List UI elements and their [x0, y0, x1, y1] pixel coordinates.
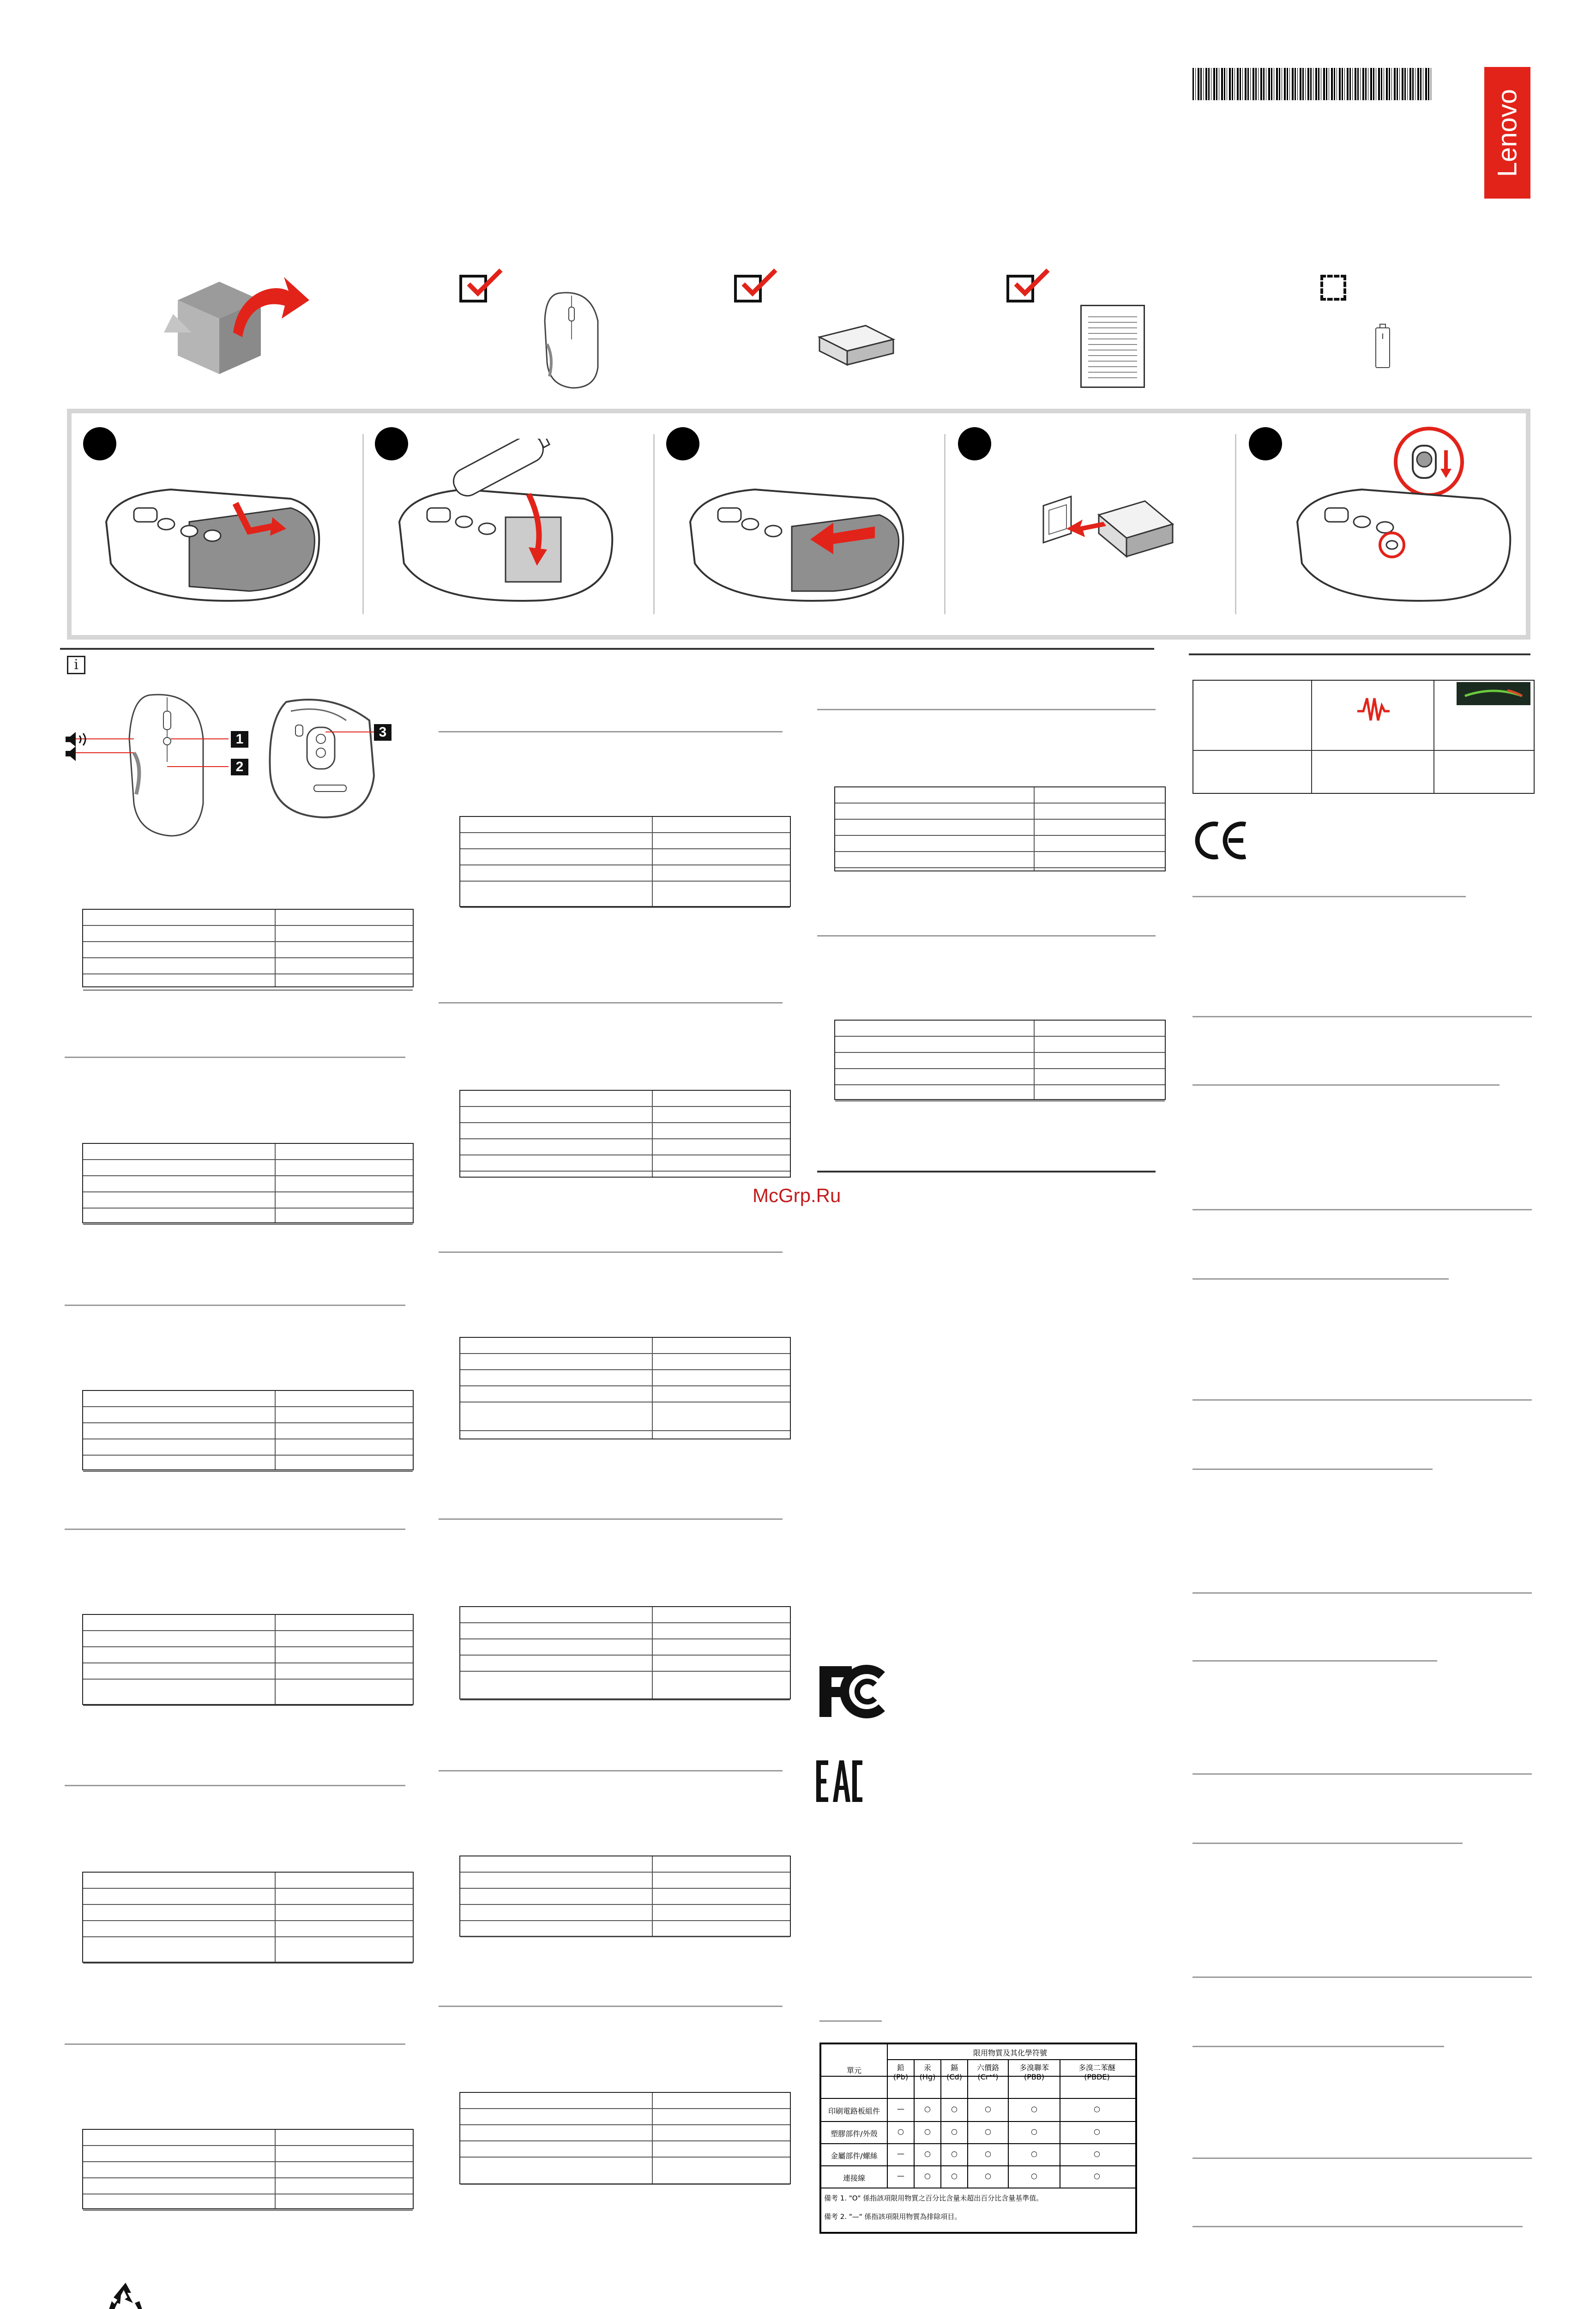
section-divider	[65, 2043, 405, 2045]
section-divider	[1192, 1660, 1437, 1662]
section-divider	[817, 935, 1156, 937]
usb-receiver-icon	[815, 319, 898, 369]
spec-table	[834, 1020, 1166, 1100]
step-1-badge	[83, 427, 116, 460]
section-divider	[65, 1529, 405, 1530]
section-divider	[1192, 1278, 1449, 1280]
section-divider	[1192, 1084, 1500, 1086]
checkmark-icon	[741, 268, 778, 300]
section-divider	[439, 1770, 783, 1771]
section-divider	[1192, 1843, 1463, 1844]
section-divider	[1192, 1016, 1532, 1017]
spec-table	[82, 1614, 414, 1705]
section-divider	[817, 1171, 1156, 1173]
info-icon: i	[67, 656, 85, 674]
volume-down-icon	[65, 745, 83, 762]
rohs-cell: ○	[1031, 2127, 1037, 2136]
rohs-cell: ○	[897, 2127, 904, 2136]
signal-strength-gauge	[1457, 682, 1530, 705]
section-divider	[1192, 1773, 1532, 1775]
rohs-cell: ○	[1094, 2171, 1100, 2180]
rohs-cell: ○	[924, 2104, 931, 2113]
battery-icon	[1373, 323, 1392, 369]
section-divider	[1192, 2158, 1532, 2159]
section-divider	[1192, 1592, 1532, 1594]
checkmark-icon	[1013, 268, 1050, 300]
callout-1: 1	[231, 731, 248, 748]
lenovo-logo	[1484, 67, 1530, 199]
mouse-overview-bottom-illustration	[263, 693, 397, 822]
fcc-logo	[817, 1664, 886, 1719]
rohs-substance-header: 多溴二苯醚 (PBDE)	[1078, 2063, 1115, 2081]
open-box-icon	[164, 263, 312, 383]
section-divider	[439, 731, 783, 732]
rohs-cell: ○	[1031, 2149, 1037, 2158]
ce-mark	[1192, 820, 1250, 861]
spec-table	[459, 1090, 791, 1178]
checkmark-icon	[466, 268, 503, 300]
section-divider	[1192, 2046, 1444, 2047]
rohs-cell: ○	[951, 2104, 958, 2113]
section-divider	[65, 1785, 405, 1786]
section-divider	[1192, 1469, 1433, 1470]
rohs-cell: ○	[951, 2171, 958, 2180]
step-4-badge	[958, 427, 991, 460]
rohs-cell: ○	[1094, 2104, 1100, 2113]
step-3-replace-cover-illustration	[681, 471, 912, 610]
restricted-substances-table	[819, 2043, 1137, 2234]
section-divider	[1189, 653, 1530, 655]
rohs-cell: ○	[1031, 2171, 1037, 2180]
rohs-cell: ○	[1094, 2149, 1100, 2158]
rohs-substance-header: 鉛 (Pb)	[893, 2063, 909, 2081]
rohs-cell: ○	[985, 2171, 991, 2180]
rohs-cell: —	[897, 2149, 904, 2158]
spec-table	[834, 786, 1166, 871]
manual-document-icon	[1080, 305, 1145, 388]
step-4-plug-receiver-illustration	[1039, 483, 1177, 589]
section-divider	[65, 1057, 405, 1058]
rohs-note-1: 備考 1. "O" 係指該項限用物質之百分比含量未超出百分比含量基準值。	[824, 2194, 1043, 2202]
watermark-text: McGrp.Ru	[753, 1185, 841, 1206]
section-divider	[819, 2020, 882, 2022]
spec-table	[459, 1856, 791, 1937]
step-5-badge	[1249, 427, 1282, 460]
rohs-cell: ○	[1094, 2127, 1100, 2136]
spec-table	[82, 1143, 414, 1223]
rohs-cell: ○	[951, 2127, 958, 2136]
rohs-unit-header: 單元	[846, 2066, 861, 2075]
lenovo-logo-text: Lenovo	[1492, 89, 1523, 177]
rohs-cell: ○	[985, 2104, 991, 2113]
spec-table	[82, 2129, 414, 2209]
rohs-row-unit: 連接線	[843, 2174, 865, 2182]
step-3-badge	[666, 427, 699, 460]
spec-table	[82, 1390, 414, 1470]
rohs-substance-header: 汞 (Hg)	[919, 2063, 936, 2081]
rohs-substance-header: 多溴聯苯 (PBB)	[1019, 2063, 1049, 2081]
rohs-cell: ○	[951, 2149, 958, 2158]
rohs-row-unit: 金屬部件/螺絲	[831, 2152, 878, 2160]
step-1-remove-cover-illustration	[97, 471, 328, 610]
eac-mark	[816, 1760, 862, 1802]
rohs-note-2: 備考 2. "—" 係指該項限用物質為排除項目。	[824, 2212, 962, 2221]
spec-table	[82, 909, 414, 987]
spec-table	[459, 1606, 791, 1699]
rohs-substance-header: 六價鉻 (Cr⁺⁶)	[976, 2063, 999, 2081]
frequency-wave-icon	[1355, 693, 1392, 725]
mouse-top-icon	[540, 289, 605, 390]
section-divider	[1192, 2226, 1523, 2227]
rohs-cell: ○	[985, 2149, 991, 2158]
section-divider	[1192, 896, 1466, 897]
dashed-box-icon	[1320, 275, 1346, 301]
rohs-group-header: 限用物質及其化學符號	[973, 2049, 1047, 2057]
rohs-cell: ○	[1031, 2104, 1037, 2113]
section-divider	[817, 709, 1156, 710]
section-divider	[60, 648, 1154, 650]
rohs-row-unit: 印刷電路板組件	[828, 2107, 880, 2116]
rohs-cell: —	[897, 2104, 904, 2113]
section-divider	[1192, 1209, 1532, 1210]
spec-table	[459, 816, 791, 907]
callout-3: 3	[374, 724, 391, 741]
rohs-cell: ○	[924, 2171, 931, 2180]
section-divider	[439, 1518, 783, 1520]
rohs-cell: ○	[985, 2127, 991, 2136]
rohs-cell: ○	[924, 2127, 931, 2136]
step-2-insert-battery-illustration	[390, 439, 621, 610]
spec-table	[459, 1337, 791, 1439]
section-divider	[439, 2006, 783, 2007]
section-divider	[1192, 1399, 1532, 1401]
step-5-power-switch-illustration	[1288, 425, 1528, 619]
rohs-cell: ○	[924, 2149, 931, 2158]
section-divider	[1192, 1977, 1532, 1978]
spec-table	[82, 1872, 414, 1963]
rohs-row-unit: 塑膠部件/外殼	[831, 2129, 878, 2138]
spec-table	[459, 2092, 791, 2184]
barcode	[1192, 68, 1433, 100]
section-divider	[439, 1002, 783, 1003]
callout-2: 2	[231, 759, 248, 775]
recycle-icon	[102, 2279, 149, 2309]
rohs-cell: —	[897, 2171, 904, 2180]
section-divider	[439, 1251, 783, 1253]
rohs-substance-header: 鎘 (Cd)	[946, 2063, 962, 2081]
section-divider	[65, 1305, 405, 1306]
